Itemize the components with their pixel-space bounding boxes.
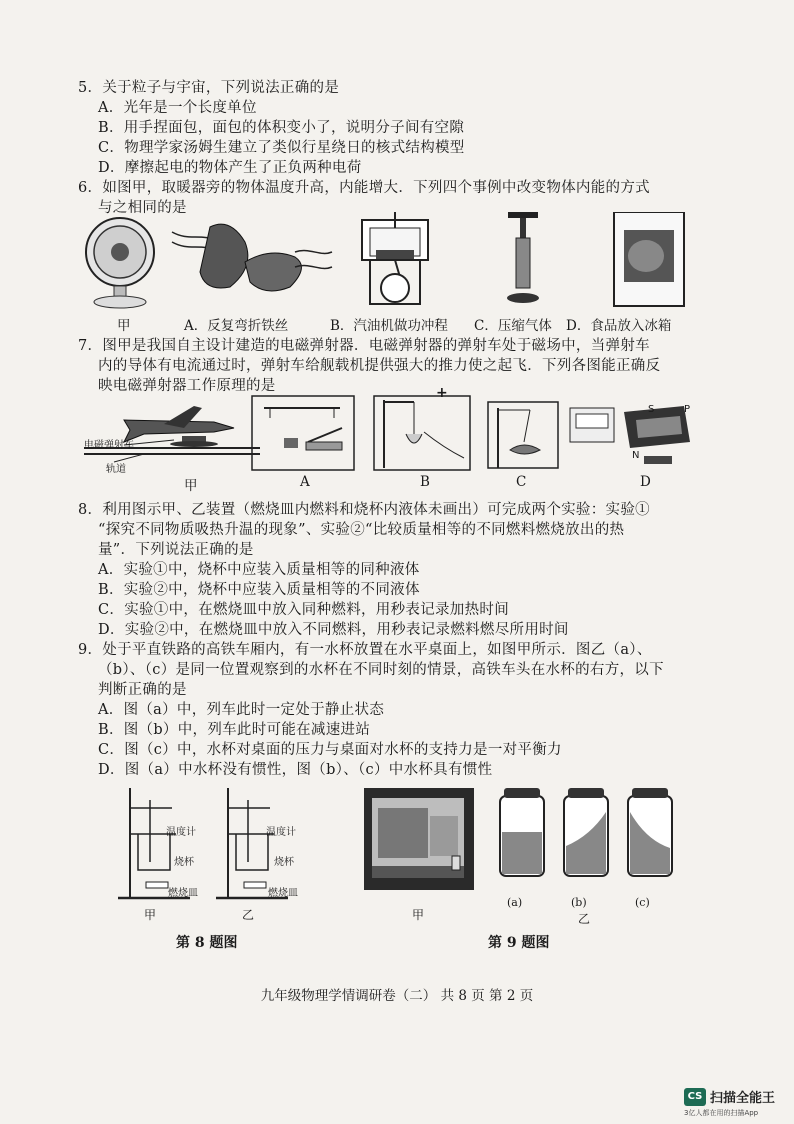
q7-caption-c: C [516, 474, 527, 490]
q9-caption-jia: 甲 [412, 908, 425, 922]
q8-label-thermo-1: 温度计 [166, 827, 196, 838]
q7-caption-a: A [300, 474, 310, 490]
page-footer: 九年级物理学情调研卷（二） 共 8 页 第 2 页 [260, 988, 534, 1004]
q8-option-a: A．实验①中，烧杯中应装入质量相等的同种液体 [98, 562, 420, 578]
q8-label-dish-1: 燃烧皿 [168, 888, 198, 899]
cup-b [564, 788, 608, 876]
q8-stem-2: “探究不同物质吸热升温的现象”、实验②“比较质量相等的不同燃料燃烧放出的热 [98, 522, 625, 538]
q9-caption-a: (a) [507, 896, 523, 909]
q8-label-beaker-1: 烧杯 [174, 857, 194, 868]
circuit-b-figure [374, 396, 470, 470]
q9-option-c: C．图（c）中，水杯对桌面的压力与桌面对水杯的支持力是一对平衡力 [98, 742, 562, 758]
q5-option-a: A．光年是一个长度单位 [98, 100, 257, 116]
q6-caption-c: C．压缩气体 [474, 318, 552, 334]
q9-photo-figure [360, 786, 680, 896]
q9-stem-3: 判断正确的是 [98, 682, 187, 698]
cup-c [628, 788, 672, 876]
q7-mark-p: P [684, 404, 691, 415]
q6-caption-jia: 甲 [117, 318, 131, 334]
q6-stem-2: 与之相同的是 [98, 200, 187, 216]
q8-figure-title: 第 8 题图 [176, 935, 238, 951]
jet-figure [84, 406, 260, 462]
q7-label-track: 轨道 [106, 464, 126, 475]
q7-label-car: 电磁弹射车 [84, 440, 134, 451]
q9-stem-2: （b）、（c）是同一位置观察到的水杯在不同时刻的情景，高铁车头在水杯的右方，以下 [98, 662, 664, 678]
apparatus-yi [216, 788, 288, 898]
scanner-logo-icon: CS [684, 1088, 706, 1106]
q8-option-b: B．实验②中，烧杯中应装入质量相等的不同液体 [98, 582, 420, 598]
q8-stem-3: 量”．下列说法正确的是 [98, 542, 254, 558]
q7-mark-s: S [648, 404, 655, 415]
q8-stem-1: 8．利用图示甲、乙装置（燃烧皿内燃料和烧杯内液体未画出）可完成两个实验：实验① [78, 502, 650, 518]
q8-label-thermo-2: 温度计 [266, 827, 296, 838]
q6-figures [80, 212, 740, 312]
q9-figure-title: 第 9 题图 [488, 935, 550, 951]
heater-figure [86, 218, 154, 308]
q6-caption-a: A．反复弯折铁丝 [184, 318, 289, 334]
scanner-app-slogan: 3亿人都在用的扫描App [684, 1109, 759, 1117]
q5-option-d: D．摩擦起电的物体产生了正负两种电荷 [98, 160, 362, 176]
cup-a [500, 788, 544, 876]
q9-caption-yi: 乙 [578, 912, 591, 926]
q5-option-b: B．用手捏面包，面包的体积变小了，说明分子间有空隙 [98, 120, 465, 136]
q7-mark-plus: + [436, 385, 448, 401]
q6-caption-d: D．食品放入冰箱 [566, 318, 672, 334]
q7-stem-2: 内的导体有电流通过时，弹射车给舰载机提供强大的推力使之起飞．下列各图能正确反 [98, 358, 661, 374]
circuit-a-figure [252, 396, 354, 470]
q8-option-d: D．实验②中，在燃烧皿中放入不同燃料，用秒表记录燃料燃尽所用时间 [98, 622, 569, 638]
q9-caption-b: (b) [571, 896, 587, 909]
q9-stem-1: 9．处于平直铁路的高铁车厢内，有一水杯放置在水平桌面上，如图甲所示．图乙（a）、 [78, 642, 652, 658]
q6-caption-b: B．汽油机做功冲程 [330, 318, 448, 334]
engine-figure [362, 212, 428, 304]
scanner-watermark [684, 1086, 788, 1120]
q6-stem-1: 6．如图甲，取暖器旁的物体温度升高，内能增大．下列四个事例中改变物体内能的方式 [78, 180, 650, 196]
q7-mark-n: N [632, 450, 640, 461]
q5-option-c: C．物理学家汤姆生建立了类似行星绕日的核式结构模型 [98, 140, 465, 156]
q9-option-a: A．图（a）中，列车此时一定处于静止状态 [98, 702, 385, 718]
circuit-c-figure [488, 402, 558, 468]
motor-d-figure [570, 406, 690, 464]
bending-wire-figure [172, 224, 332, 291]
q8-option-c: C．实验①中，在燃烧皿中放入同种燃料，用秒表记录加热时间 [98, 602, 509, 618]
apparatus-jia [118, 788, 190, 898]
fridge-figure [614, 212, 684, 306]
q5-stem: 5．关于粒子与宇宙，下列说法正确的是 [78, 80, 340, 96]
q7-figures [84, 392, 724, 474]
q9-caption-c: (c) [635, 896, 650, 909]
q7-caption-b: B [420, 474, 430, 490]
q8-caption-jia: 甲 [144, 908, 157, 922]
scanner-app-name: 扫描全能王 [710, 1091, 776, 1106]
q7-stem-3: 映电磁弹射器工作原理的是 [98, 378, 276, 394]
q8-label-beaker-2: 烧杯 [274, 857, 294, 868]
q7-caption-d: D [640, 474, 651, 490]
train-window-photo [364, 788, 474, 890]
q7-stem-1: 7．图甲是我国自主设计建造的电磁弹射器．电磁弹射器的弹射车处于磁场中，当弹射车 [78, 338, 650, 354]
q9-option-d: D．图（a）中水杯没有惯性，图（b）、（c）中水杯具有惯性 [98, 762, 493, 778]
q8-label-dish-2: 燃烧皿 [268, 888, 298, 899]
q9-option-b: B．图（b）中，列车此时可能在减速进站 [98, 722, 371, 738]
q7-caption-jia: 甲 [184, 478, 198, 494]
q8-caption-yi: 乙 [242, 908, 255, 922]
pump-figure [507, 212, 539, 303]
